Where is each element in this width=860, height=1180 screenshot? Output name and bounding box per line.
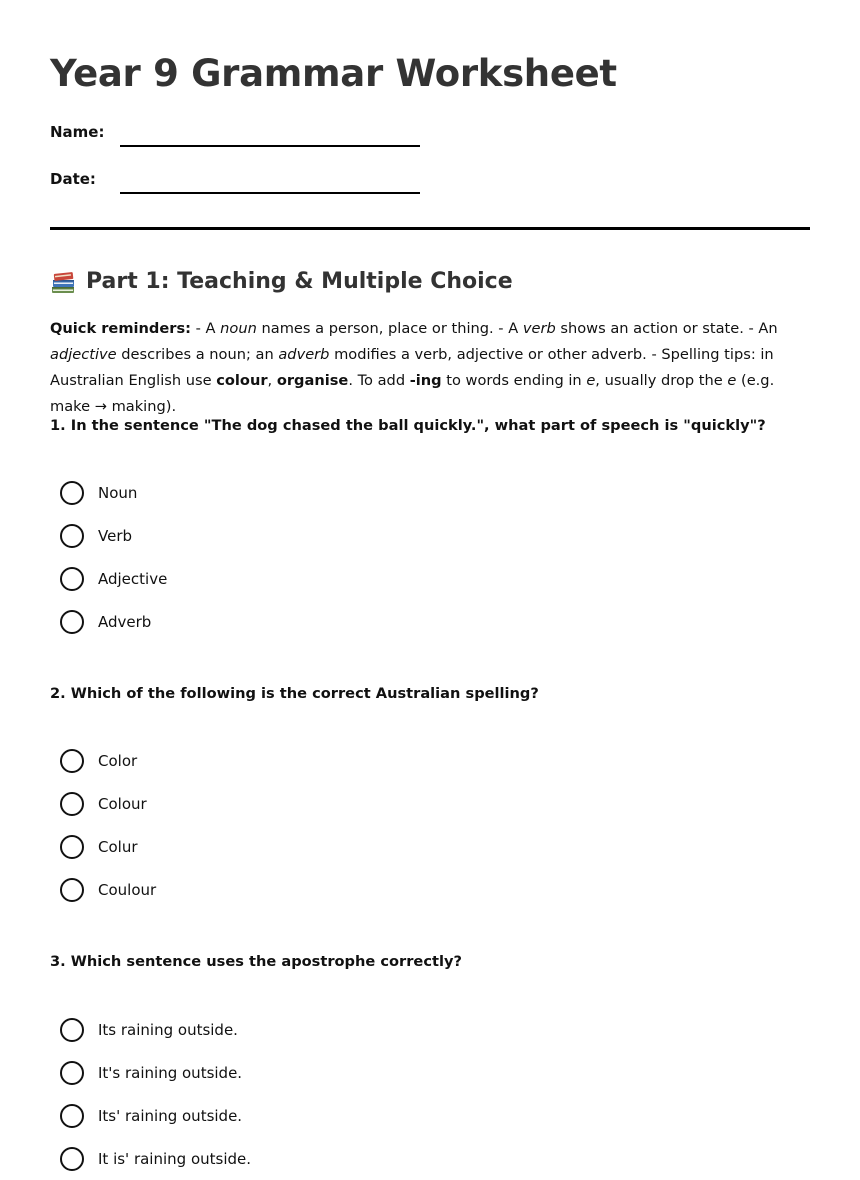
suffix-ing: -ing	[409, 372, 442, 389]
part1-heading	[50, 266, 513, 298]
option-label: Noun	[98, 483, 138, 502]
question-3-option[interactable]	[60, 1008, 460, 1051]
option-label: Color	[98, 751, 138, 770]
question-3-options	[60, 1008, 460, 1180]
question-1-option[interactable]	[60, 514, 460, 557]
question-2-option[interactable]	[60, 782, 460, 825]
radio-button[interactable]	[60, 1061, 84, 1085]
question-1-options	[60, 471, 460, 643]
reminders-text: shows an action or state. - An	[555, 320, 778, 337]
section-divider	[50, 227, 810, 230]
radio-button[interactable]	[60, 481, 84, 505]
radio-button[interactable]	[60, 1147, 84, 1171]
option-label: Its raining outside.	[98, 1020, 238, 1039]
question-2: 2. Which of the following is the correct Australian spelling?	[50, 685, 539, 702]
option-label: It is' raining outside.	[98, 1149, 252, 1168]
reminders-text: names a person, place or thing. - A	[256, 320, 523, 337]
reminders-text: to words ending in	[441, 372, 587, 389]
name-input-line[interactable]	[120, 145, 420, 147]
radio-button[interactable]	[60, 878, 84, 902]
reminders-lead: Quick reminders:	[50, 320, 191, 337]
letter-e: e	[727, 372, 737, 389]
term-verb: verb	[522, 320, 556, 337]
radio-button[interactable]	[60, 792, 84, 816]
question-1: 1. In the sentence "The dog chased the ball quickly.", what part of speech is "quickly"?	[50, 417, 766, 434]
option-label: Colour	[98, 794, 147, 813]
radio-button[interactable]	[60, 610, 84, 634]
term-adjective: adjective	[50, 346, 117, 363]
books-icon	[50, 270, 76, 294]
radio-button[interactable]	[60, 567, 84, 591]
question-2-options	[60, 739, 460, 911]
option-label: Coulour	[98, 880, 157, 899]
option-label: Verb	[98, 526, 133, 545]
option-label: Colur	[98, 837, 138, 856]
reminders-text: ,	[267, 372, 277, 389]
reminders-text: modifies a verb, adjective or other adverb. - Spelling tips: in Australian English use	[50, 346, 774, 389]
reminders-text: . To add	[348, 372, 410, 389]
question-1-option[interactable]	[60, 600, 460, 643]
reminders-text: , usually drop the	[595, 372, 728, 389]
letter-e: e	[586, 372, 596, 389]
radio-button[interactable]	[60, 835, 84, 859]
radio-button[interactable]	[60, 1018, 84, 1042]
question-2-option[interactable]	[60, 739, 460, 782]
reminders-text: describes a noun; an	[116, 346, 279, 363]
question-3-option[interactable]	[60, 1094, 460, 1137]
question-3-option[interactable]	[60, 1137, 460, 1180]
radio-button[interactable]	[60, 524, 84, 548]
radio-button[interactable]	[60, 749, 84, 773]
spelling-colour: colour	[216, 372, 268, 389]
radio-button[interactable]	[60, 1104, 84, 1128]
page-title: Year 9 Grammar Worksheet	[50, 52, 617, 95]
date-field-row	[50, 170, 470, 200]
quick-reminders	[50, 316, 814, 420]
option-label: Adjective	[98, 569, 168, 588]
part1-heading-text: Part 1: Teaching & Multiple Choice	[86, 269, 513, 294]
question-3: 3. Which sentence uses the apostrophe correctly?	[50, 953, 462, 970]
reminders-text: - A	[191, 320, 221, 337]
question-3-option[interactable]	[60, 1051, 460, 1094]
name-field-row	[50, 123, 470, 153]
name-label: Name:	[50, 123, 105, 141]
date-input-line[interactable]	[120, 192, 420, 194]
question-1-option[interactable]	[60, 557, 460, 600]
option-label: Adverb	[98, 612, 152, 631]
reminders-text: (e.g. make → making).	[50, 372, 775, 415]
option-label: Its' raining outside.	[98, 1106, 243, 1125]
question-2-option[interactable]	[60, 825, 460, 868]
spelling-organise: organise	[276, 372, 349, 389]
term-noun: noun	[220, 320, 257, 337]
question-2-option[interactable]	[60, 868, 460, 911]
question-1-option[interactable]	[60, 471, 460, 514]
option-label: It's raining outside.	[98, 1063, 243, 1082]
term-adverb: adverb	[278, 346, 330, 363]
date-label: Date:	[50, 170, 96, 188]
